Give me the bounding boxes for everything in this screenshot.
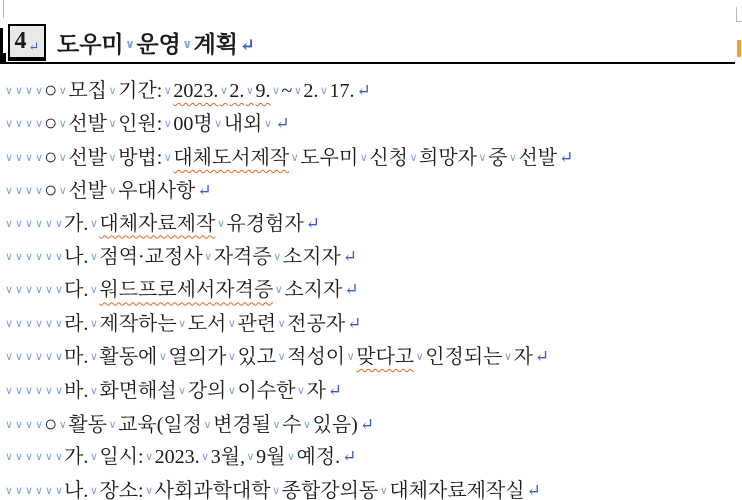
- space-mark: ∨: [24, 418, 34, 431]
- space-mark: ∨: [319, 85, 328, 97]
- space-mark: ∨: [108, 418, 117, 431]
- space-mark: ∨: [34, 351, 44, 364]
- space-mark: ∨: [34, 384, 44, 397]
- paragraph-mark: ↵: [28, 38, 40, 54]
- space-mark: ∨: [4, 185, 14, 198]
- space-mark: ∨: [178, 317, 187, 330]
- text-run: 활동에 ∨열의가 ∨있고 ∨적성이 ∨: [99, 346, 355, 369]
- letter-marker: 가.: [64, 446, 89, 469]
- space-mark: ∨: [4, 418, 14, 431]
- paragraph-mark: ↵: [342, 447, 357, 467]
- left-edge-black-chunk: [0, 53, 6, 62]
- text-run: 화면해설 ∨강의 ∨이수한 ∨자: [99, 379, 326, 402]
- space-mark: ∨: [24, 484, 34, 497]
- space-mark: ∨: [263, 118, 272, 131]
- space-mark: ∨: [34, 151, 44, 164]
- space-mark: ∨: [44, 451, 54, 464]
- space-mark: ∨: [4, 151, 14, 164]
- space-mark: ∨: [415, 351, 424, 364]
- text-run: 선발 ∨우대사항: [68, 180, 196, 203]
- space-mark: ∨: [44, 384, 54, 397]
- space-mark: ∨: [89, 384, 98, 397]
- space-mark: ∨: [34, 185, 44, 198]
- space-mark: ∨: [274, 284, 283, 297]
- space-mark: ∨: [14, 118, 24, 131]
- margin-crop-mark-top-left: [3, 0, 4, 18]
- section-title: [57, 26, 255, 59]
- space-mark: ∨: [58, 85, 67, 97]
- misspelled-text: 대체도서제작: [173, 146, 290, 169]
- space-mark: ∨: [302, 418, 311, 431]
- space-mark: ∨: [4, 85, 14, 97]
- space-mark: ∨: [34, 250, 44, 263]
- space-mark: ∨: [54, 451, 64, 464]
- text-line[interactable]: [4, 374, 742, 407]
- circle-bullet: ○: [44, 177, 58, 203]
- paragraph-mark: ↵: [344, 280, 359, 300]
- space-mark: ∨: [4, 484, 14, 497]
- space-mark: ∨: [24, 250, 34, 263]
- letter-marker: 마.: [64, 346, 89, 369]
- space-mark: ∨: [54, 317, 64, 330]
- space-mark: ∨: [227, 317, 236, 330]
- space-mark: ∨: [24, 85, 34, 97]
- space-mark: ∨: [54, 284, 64, 297]
- space-mark: ∨: [58, 151, 67, 164]
- space-mark: ∨: [277, 351, 286, 364]
- space-mark: ∨: [293, 85, 302, 97]
- text-run: 일시: ∨2023. ∨3월, ∨9월 ∨예정.: [99, 446, 341, 469]
- space-mark: ∨: [272, 418, 281, 431]
- space-mark: ∨: [145, 484, 154, 497]
- space-mark: ∨: [14, 217, 24, 230]
- right-margin-orange-marker: [737, 40, 741, 57]
- misspelled-text: 맞다고: [356, 346, 415, 369]
- space-mark: ∨: [89, 250, 98, 263]
- text-line[interactable]: [4, 173, 742, 206]
- space-mark: ∨: [277, 317, 286, 330]
- space-mark: ∨: [201, 451, 210, 464]
- space-mark: ∨: [182, 37, 193, 51]
- text-run: 선발 ∨방법: ∨: [68, 146, 172, 169]
- paragraph-mark: ↵: [559, 147, 574, 167]
- space-mark: ∨: [14, 317, 24, 330]
- space-mark: ∨: [89, 317, 98, 330]
- text-run: 활동 ∨교육(일정 ∨변경될 ∨수 ∨있음): [68, 413, 358, 436]
- text-line[interactable]: [4, 407, 742, 440]
- space-mark: ∨: [4, 317, 14, 330]
- space-mark: ∨: [346, 351, 355, 364]
- space-mark: ∨: [4, 284, 14, 297]
- space-mark: ∨: [14, 250, 24, 263]
- space-mark: ∨: [125, 37, 135, 51]
- letter-marker: 다.: [64, 279, 89, 302]
- space-mark: ∨: [14, 484, 24, 497]
- space-mark: ∨: [163, 118, 172, 131]
- space-mark: ∨: [54, 250, 64, 263]
- space-mark: ∨: [89, 351, 98, 364]
- paragraph-mark: ↵: [359, 414, 375, 434]
- space-mark: ∨: [203, 418, 212, 431]
- paragraph-mark: ↵: [534, 347, 550, 367]
- space-mark: ∨: [4, 351, 14, 364]
- space-mark: ∨: [108, 185, 117, 198]
- space-mark: ∨: [34, 451, 44, 464]
- text-run: ∨유경험자: [216, 212, 304, 235]
- section-number: 4: [14, 28, 27, 54]
- space-mark: ∨: [219, 85, 228, 97]
- section-title-text: 도우미 ∨운영 ∨계획: [57, 32, 239, 57]
- space-mark: ∨: [271, 85, 281, 97]
- space-mark: ∨: [158, 351, 167, 364]
- space-mark: ∨: [227, 351, 236, 364]
- space-mark: ∨: [24, 351, 34, 364]
- space-mark: ∨: [273, 250, 282, 263]
- misspelled-text: 대체자료제작: [99, 212, 216, 235]
- space-mark: ∨: [24, 317, 34, 330]
- space-mark: ∨: [24, 451, 34, 464]
- paragraph-mark: ↵: [305, 213, 320, 233]
- paragraph-mark: ↵: [327, 380, 343, 400]
- paragraph-mark: ↵: [356, 81, 371, 100]
- circle-bullet: ○: [44, 410, 58, 436]
- space-mark: ∨: [4, 217, 14, 230]
- space-mark: ∨: [34, 85, 44, 97]
- text-run: ∨~ ∨2. ∨17.: [271, 80, 355, 102]
- space-mark: ∨: [108, 85, 117, 97]
- space-mark: ∨: [145, 451, 154, 464]
- text-run: ∨도우미 ∨신청 ∨희망자 ∨중 ∨선발: [290, 146, 558, 169]
- space-mark: ∨: [409, 151, 418, 164]
- space-mark: ∨: [216, 217, 225, 230]
- space-mark: ∨: [14, 351, 24, 364]
- space-mark: ∨: [34, 217, 44, 230]
- space-mark: ∨: [54, 484, 64, 497]
- space-mark: ∨: [14, 85, 24, 97]
- space-mark: ∨: [214, 118, 223, 131]
- text-run: ∨소지자: [274, 279, 343, 302]
- space-mark: ∨: [89, 217, 98, 230]
- space-mark: ∨: [44, 351, 54, 364]
- text-run: 제작하는 ∨도서 ∨관련 ∨전공자: [99, 312, 346, 335]
- margin-crop-mark-top-right: [736, 7, 742, 22]
- text-line[interactable]: [4, 474, 742, 500]
- space-mark: ∨: [24, 151, 34, 164]
- space-mark: ∨: [504, 351, 513, 364]
- text-run: 모집 ∨기간: ∨: [68, 80, 172, 102]
- space-mark: ∨: [58, 185, 67, 198]
- space-mark: ∨: [44, 250, 54, 263]
- space-mark: ∨: [54, 351, 64, 364]
- space-mark: ∨: [4, 250, 14, 263]
- space-mark: ∨: [359, 151, 368, 164]
- text-line[interactable]: [4, 73, 742, 106]
- space-mark: ∨: [89, 284, 98, 297]
- section-number-box: [8, 24, 46, 61]
- document-body[interactable]: [4, 73, 742, 500]
- space-mark: ∨: [24, 217, 34, 230]
- space-mark: ∨: [290, 151, 299, 164]
- letter-marker: 바.: [64, 379, 89, 402]
- space-mark: ∨: [54, 217, 64, 230]
- space-mark: ∨: [58, 418, 67, 431]
- text-line[interactable]: [4, 440, 742, 473]
- text-line[interactable]: [4, 140, 742, 173]
- space-mark: ∨: [296, 384, 305, 397]
- paragraph-mark: ↵: [526, 480, 541, 500]
- space-mark: ∨: [44, 284, 54, 297]
- circle-bullet: ○: [44, 110, 58, 136]
- space-mark: ∨: [24, 284, 34, 297]
- space-mark: ∨: [34, 118, 44, 131]
- paragraph-mark: ↵: [347, 313, 362, 333]
- space-mark: ∨: [14, 418, 24, 431]
- space-mark: ∨: [24, 384, 34, 397]
- space-mark: ∨: [34, 317, 44, 330]
- text-line[interactable]: [4, 240, 742, 273]
- letter-marker: 나.: [64, 245, 89, 268]
- space-mark: ∨: [34, 484, 44, 497]
- space-mark: ∨: [44, 484, 54, 497]
- space-mark: ∨: [478, 151, 487, 164]
- heading-underline: [0, 62, 735, 64]
- space-mark: ∨: [272, 484, 281, 497]
- space-mark: ∨: [178, 384, 187, 397]
- section-heading: [8, 24, 255, 61]
- letter-marker: 나.: [64, 479, 89, 500]
- space-mark: ∨: [245, 85, 254, 97]
- paragraph-mark: ↵: [275, 114, 290, 134]
- text-line[interactable]: [4, 307, 742, 340]
- space-mark: ∨: [44, 217, 54, 230]
- text-run: 점역·교정사 ∨자격증 ∨소지자: [99, 245, 341, 268]
- circle-bullet: ○: [44, 143, 58, 169]
- misspelled-text: 2023. ∨2. ∨9.: [173, 80, 271, 102]
- space-mark: ∨: [24, 118, 34, 131]
- paragraph-mark: ↵: [342, 246, 357, 266]
- letter-marker: 가.: [64, 212, 89, 235]
- text-run: ∨인정되는 ∨자: [415, 346, 533, 369]
- space-mark: ∨: [34, 284, 44, 297]
- space-mark: ∨: [14, 151, 24, 164]
- text-line[interactable]: [4, 340, 742, 373]
- space-mark: ∨: [246, 451, 255, 464]
- space-mark: ∨: [163, 151, 172, 164]
- text-line[interactable]: [4, 273, 742, 306]
- circle-bullet: ○: [44, 77, 58, 102]
- space-mark: ∨: [108, 118, 117, 131]
- space-mark: ∨: [379, 484, 388, 497]
- space-mark: ∨: [4, 384, 14, 397]
- space-mark: ∨: [14, 384, 24, 397]
- paragraph-mark: ↵: [197, 181, 212, 201]
- text-line[interactable]: [4, 106, 742, 139]
- space-mark: ∨: [89, 484, 98, 497]
- space-mark: ∨: [54, 384, 64, 397]
- text-run: 장소: ∨사회과학대학 ∨종합강의동 ∨대체자료제작실: [99, 479, 525, 500]
- misspelled-text: 워드프로세서자격증: [99, 279, 274, 302]
- space-mark: ∨: [89, 451, 98, 464]
- space-mark: ∨: [204, 250, 213, 263]
- space-mark: ∨: [14, 185, 24, 198]
- space-mark: ∨: [286, 451, 295, 464]
- letter-marker: 라.: [64, 312, 89, 335]
- space-mark: ∨: [508, 151, 517, 164]
- space-mark: ∨: [34, 418, 44, 431]
- space-mark: ∨: [58, 118, 67, 131]
- text-run: 선발 ∨인원: ∨00명 ∨내외 ∨: [68, 113, 272, 136]
- paragraph-mark: ↵: [240, 35, 256, 55]
- space-mark: ∨: [4, 118, 14, 131]
- space-mark: ∨: [44, 317, 54, 330]
- space-mark: ∨: [4, 451, 14, 464]
- space-mark: ∨: [14, 284, 24, 297]
- space-mark: ∨: [227, 384, 236, 397]
- space-mark: ∨: [14, 451, 24, 464]
- space-mark: ∨: [108, 151, 117, 164]
- space-mark: ∨: [163, 85, 172, 97]
- text-line[interactable]: [4, 207, 742, 240]
- space-mark: ∨: [24, 185, 34, 198]
